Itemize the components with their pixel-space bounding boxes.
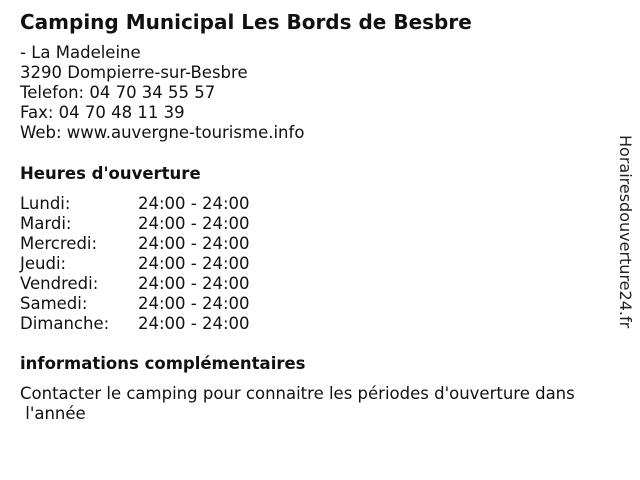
day-label: Dimanche: bbox=[20, 314, 110, 333]
info-line-1: Contacter le camping pour connaitre les périodes d'ouverture dans bbox=[20, 384, 575, 403]
website-link[interactable]: Web: www.auvergne-tourisme.info bbox=[20, 123, 305, 142]
day-label: Mercredi: bbox=[20, 234, 98, 253]
fax-number: Fax: 04 70 48 11 39 bbox=[20, 103, 185, 122]
time-range: 24:00 - 24:00 bbox=[138, 294, 250, 313]
phone-number[interactable]: Telefon: 04 70 34 55 57 bbox=[20, 83, 216, 102]
time-range: 24:00 - 24:00 bbox=[138, 274, 250, 293]
site-watermark: Horairesdouverture24.fr bbox=[616, 135, 635, 329]
day-label: Mardi: bbox=[20, 214, 72, 233]
additional-info-text bbox=[20, 384, 620, 424]
day-label: Samedi: bbox=[20, 294, 88, 313]
time-range: 24:00 - 24:00 bbox=[138, 234, 250, 253]
address-city: 3290 Dompierre-sur-Besbre bbox=[20, 63, 248, 82]
address-street: - La Madeleine bbox=[20, 43, 141, 62]
page-title: Camping Municipal Les Bords de Besbre bbox=[20, 10, 472, 34]
additional-info-heading: informations complémentaires bbox=[20, 354, 306, 373]
time-range: 24:00 - 24:00 bbox=[138, 214, 250, 233]
time-range: 24:00 - 24:00 bbox=[138, 254, 250, 273]
day-label: Jeudi: bbox=[20, 254, 67, 273]
address-block bbox=[20, 43, 304, 143]
time-range: 24:00 - 24:00 bbox=[138, 314, 250, 333]
opening-hours-heading: Heures d'ouverture bbox=[20, 164, 201, 183]
day-label: Lundi: bbox=[20, 194, 71, 213]
day-label: Vendredi: bbox=[20, 274, 99, 293]
time-range: 24:00 - 24:00 bbox=[138, 194, 250, 213]
info-line-2: l'année bbox=[20, 404, 86, 423]
